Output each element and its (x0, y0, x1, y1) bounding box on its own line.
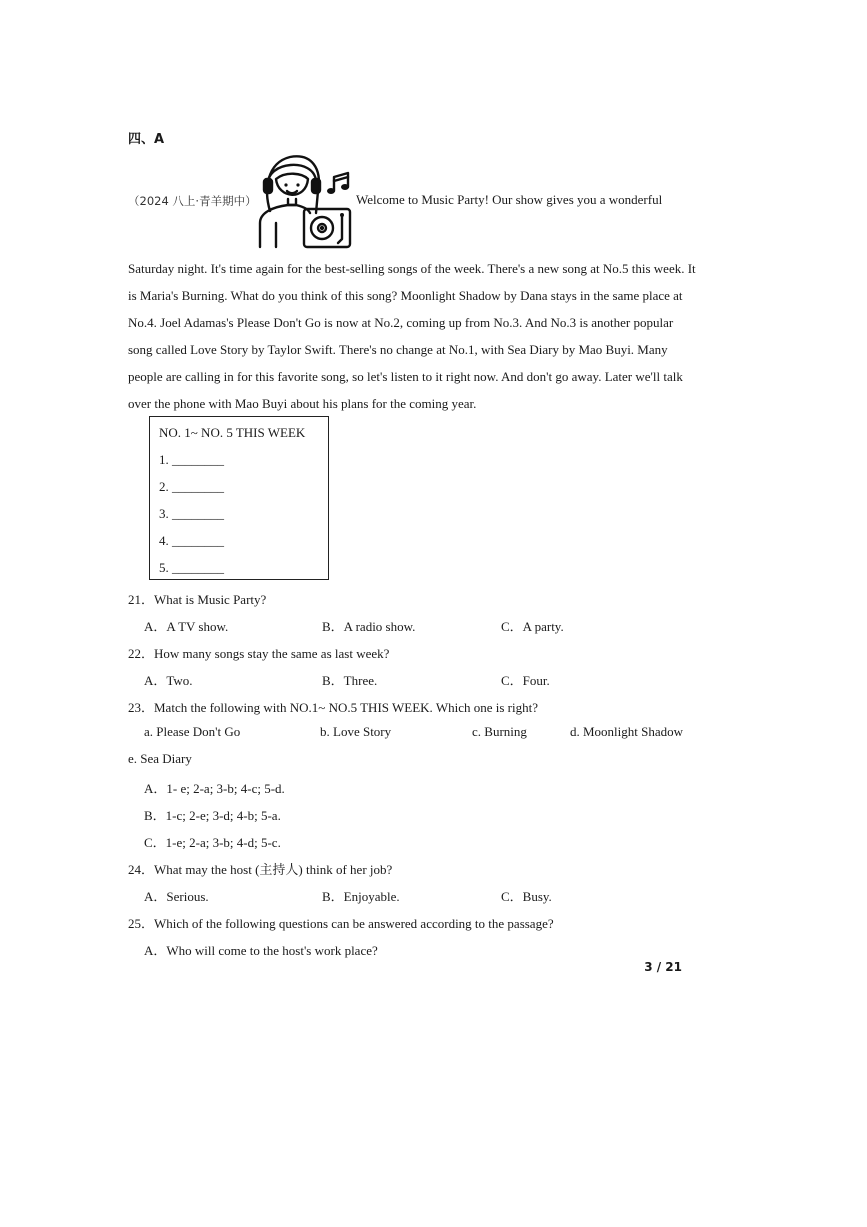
section-heading: 四、A (128, 132, 165, 147)
match-item: b. Love Story (320, 724, 392, 739)
ranking-blank[interactable]: 5. ________ (159, 560, 224, 575)
passage-line: song called Love Story by Taylor Swift. There's no change at No.1, with Sea Diary by Mao Buyi. Many (128, 342, 668, 357)
ranking-box (149, 416, 329, 580)
passage-line: is Maria's Burning. What do you think of this song? Moonlight Shadow by Dana stays in the same place at (128, 288, 683, 303)
option-a[interactable]: A．1- e; 2-a; 3-b; 4-c; 5-d. (144, 781, 285, 796)
source-tag: （2024 八上·青羊期中） (128, 194, 257, 208)
option-c[interactable]: C．A party. (501, 619, 564, 634)
option-b[interactable]: B．A radio show. (322, 619, 416, 634)
question-stem: 23．Match the following with NO.1~ NO.5 THIS WEEK. Which one is right? (128, 700, 538, 715)
passage-line: people are calling in for this favorite song, so let's listen to it right now. And don't go away. Later we'll talk (128, 369, 683, 384)
option-c[interactable]: C．Busy. (501, 889, 552, 904)
passage-line: Saturday night. It's time again for the best-selling songs of the week. There's a new song at No.5 this week. It (128, 261, 696, 276)
option-a[interactable]: A．Two. (144, 673, 193, 688)
match-item: a. Please Don't Go (144, 724, 241, 739)
passage-line: over the phone with Mao Buyi about his plans for the coming year. (128, 396, 477, 411)
question-stem: 21．What is Music Party? (128, 592, 267, 607)
option-c[interactable]: C．Four. (501, 673, 550, 688)
option-b[interactable]: B．Enjoyable. (322, 889, 400, 904)
passage-line: No.4. Joel Adamas's Please Don't Go is now at No.2, coming up from No.3. And No.3 is another popular (128, 315, 674, 330)
option-a[interactable]: A．Who will come to the host's work place? (144, 943, 378, 958)
ranking-title: NO. 1~ NO. 5 THIS WEEK (159, 425, 306, 440)
ranking-blank[interactable]: 3. ________ (159, 506, 224, 521)
ranking-blank[interactable]: 2. ________ (159, 479, 224, 494)
match-item: e. Sea Diary (128, 751, 192, 766)
option-c[interactable]: C．1-e; 2-a; 3-b; 4-d; 5-c. (144, 835, 281, 850)
ranking-blank[interactable]: 4. ________ (159, 533, 224, 548)
option-b[interactable]: B．1-c; 2-e; 3-d; 4-b; 5-a. (144, 808, 281, 823)
passage-line: Welcome to Music Party! Our show gives you a wonderful (356, 192, 663, 207)
question-stem: 24．What may the host (主持人) think of her job? (128, 862, 393, 877)
dj-girl-headphones-music-icon (256, 151, 356, 249)
option-b[interactable]: B．Three. (322, 673, 378, 688)
option-a[interactable]: A．Serious. (144, 889, 209, 904)
match-item: c. Burning (472, 724, 527, 739)
ranking-blank[interactable]: 1. ________ (159, 452, 224, 467)
match-item: d. Moonlight Shadow (570, 724, 684, 739)
page-number: 3 / 21 (644, 960, 682, 974)
question-stem: 22．How many songs stay the same as last week? (128, 646, 390, 661)
option-a[interactable]: A．A TV show. (144, 619, 229, 634)
question-stem: 25．Which of the following questions can be answered according to the passage? (128, 916, 554, 931)
